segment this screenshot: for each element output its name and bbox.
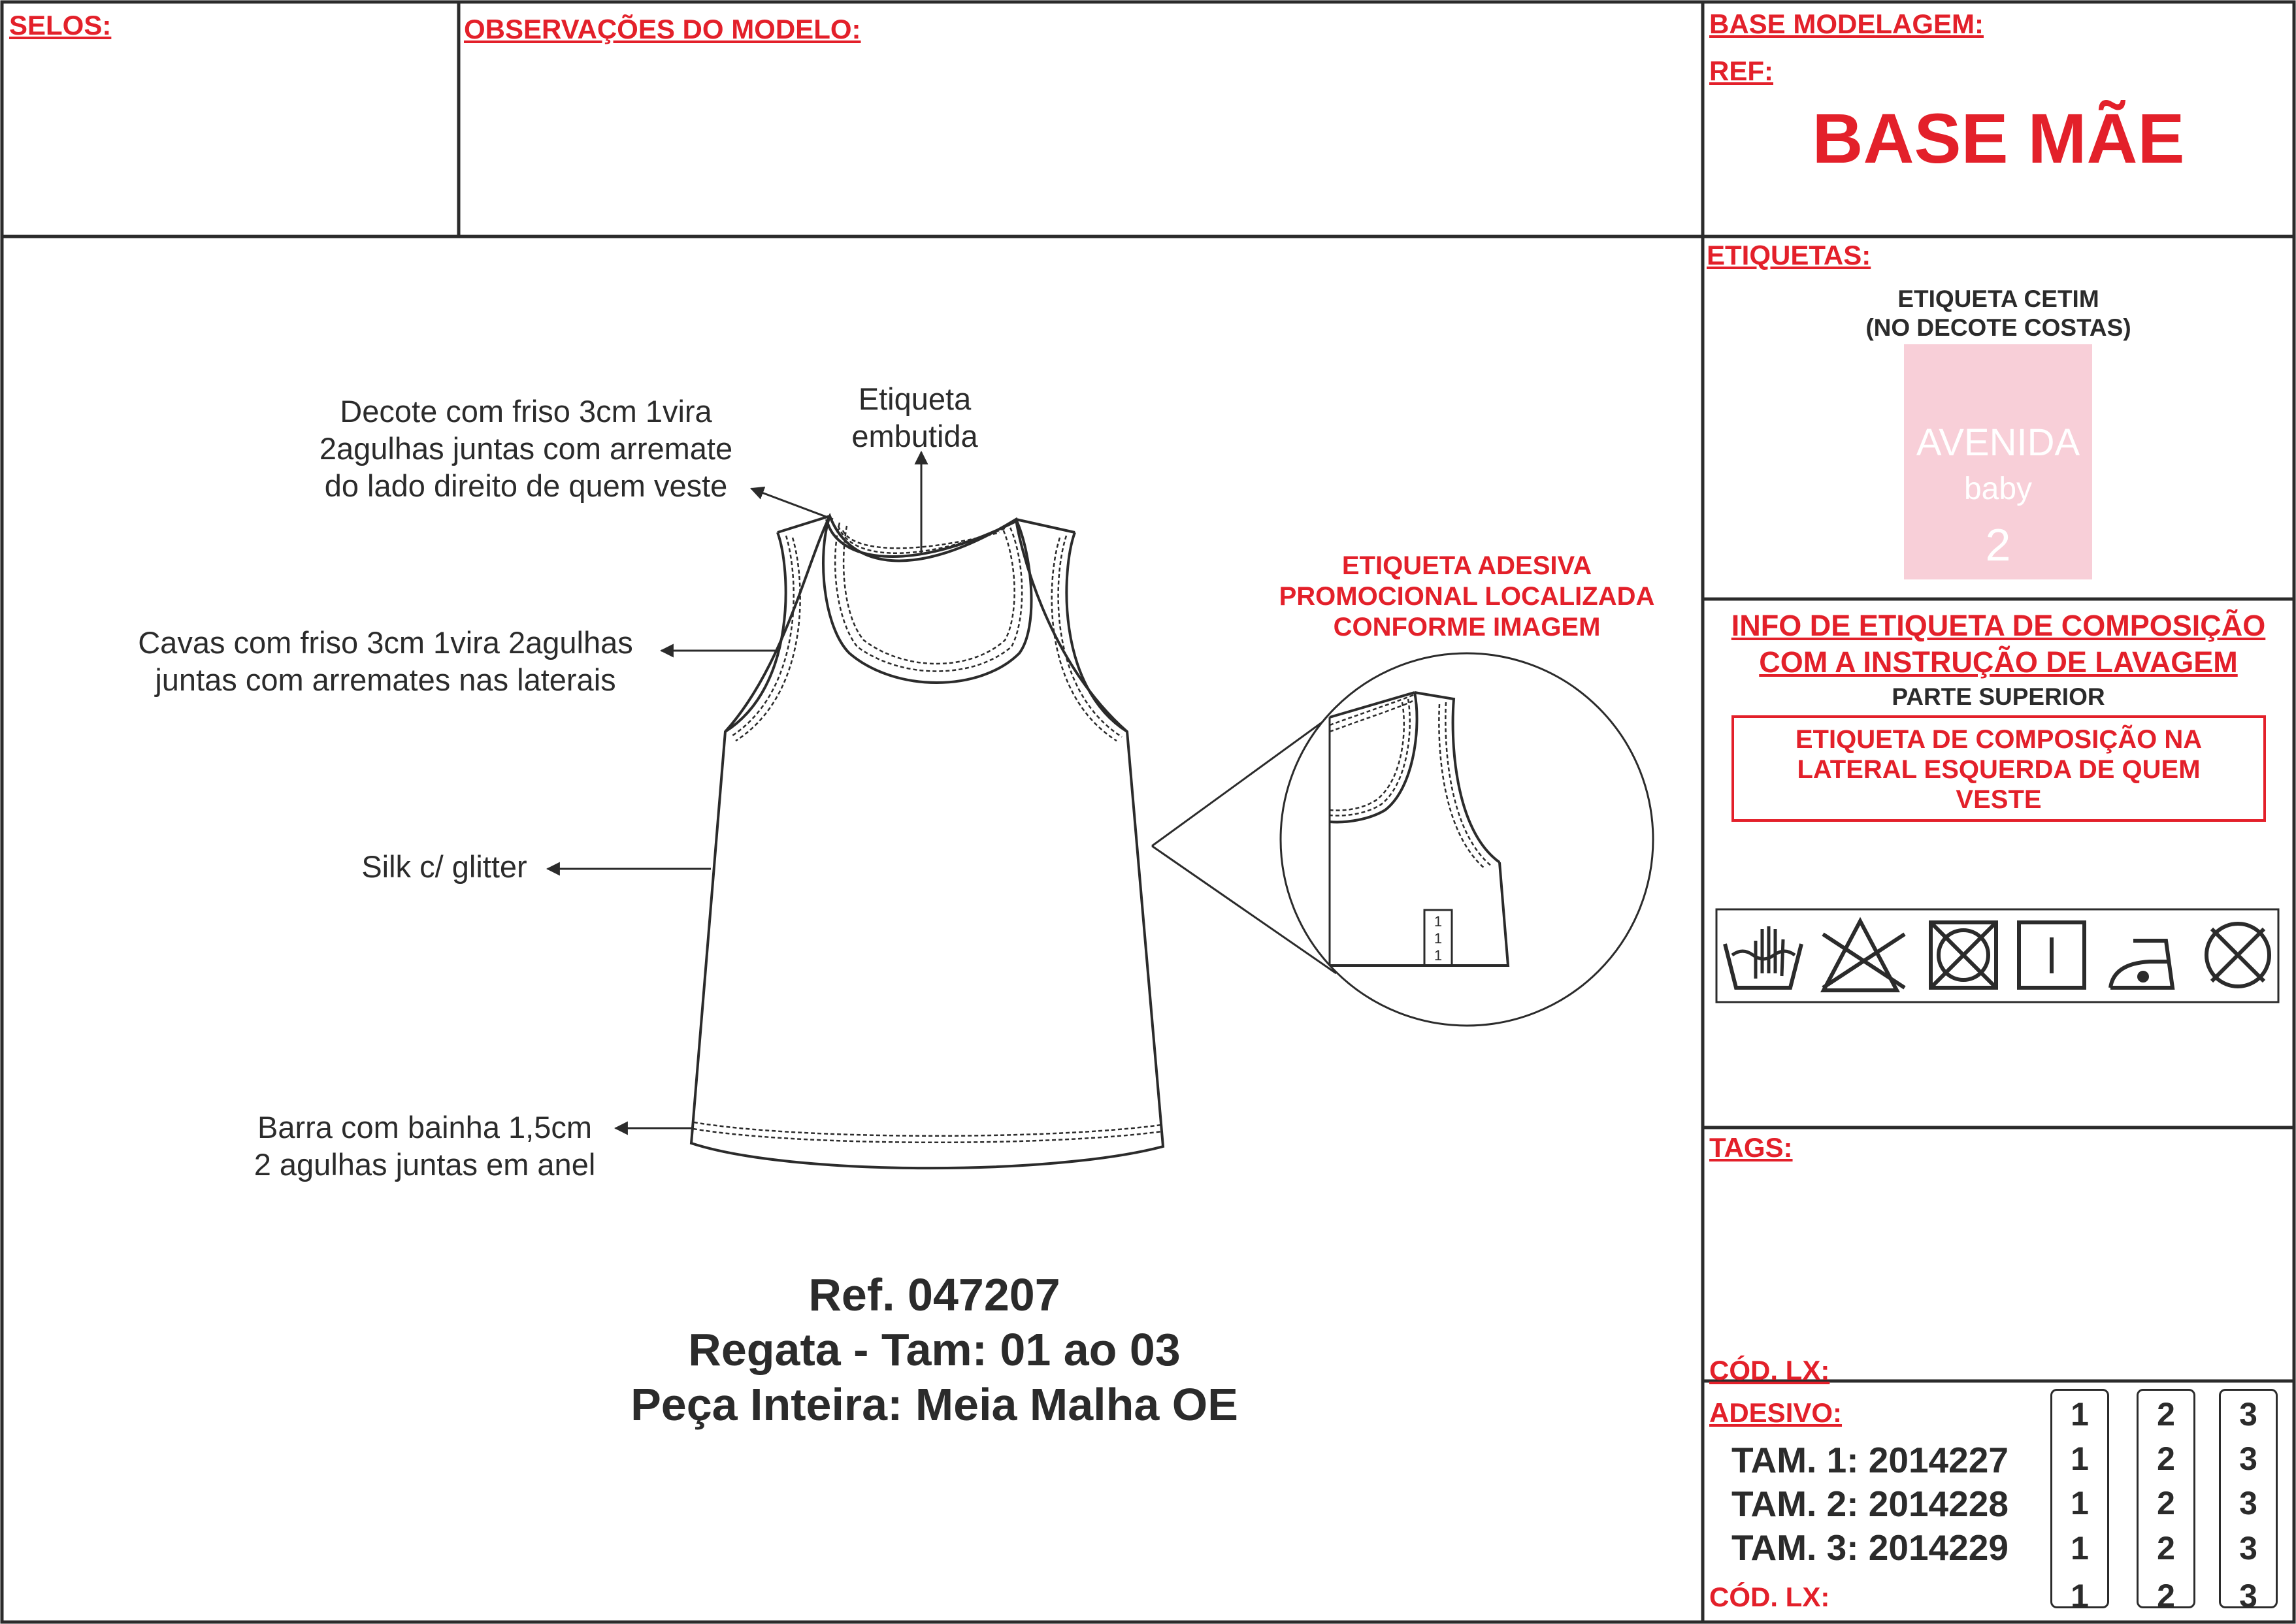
barra-callout [235,1109,614,1183]
tank-top-flat-sketch [691,516,1163,1168]
barra-line-2: 2 agulhas juntas em anel [254,1147,596,1182]
decote-callout [294,393,758,504]
composition-title-line-2: COM A INSTRUÇÃO DE LAVAGEM [1759,645,2238,679]
size-1-code: TAM. 1: 2014227 [1731,1440,2009,1480]
col3-row1: 3 [2239,1396,2257,1433]
etiqueta-line-2: embutida [851,419,978,453]
col1-row5: 1 [2071,1578,2089,1614]
cod-lx-label: CÓD. LX: [1709,1355,1830,1386]
col3-row2: 3 [2239,1440,2257,1477]
zoom-tag-digit-3: 1 [1434,947,1443,964]
composition-title [1703,608,2294,681]
product-info [457,1267,1411,1432]
product-ref: Ref. 047207 [808,1269,1060,1320]
do-not-dry-clean-icon [2206,924,2269,986]
col1-row2: 1 [2071,1440,2089,1477]
tags-label: TAGS: [1709,1132,1793,1163]
product-fabric: Peça Inteira: Meia Malha OE [631,1379,1238,1430]
cavas-line-2: juntas com arremates nas laterais [155,662,616,697]
col1-row3: 1 [2071,1485,2089,1521]
do-not-bleach-icon [1823,921,1905,990]
satin-title-line-2: (NO DECOTE COSTAS) [1865,314,2131,341]
decote-line-2: 2agulhas juntas com arremate [319,431,733,466]
col2-row2: 2 [2157,1440,2175,1477]
col1-row1: 1 [2071,1396,2089,1433]
composition-note-line-1: ETIQUETA DE COMPOSIÇÃO NA [1795,725,2203,754]
product-desc: Regata - Tam: 01 ao 03 [688,1324,1181,1375]
zoom-tag-digit-2: 1 [1434,930,1443,947]
adhesive-line-2: PROMOCIONAL LOCALIZADA [1279,582,1655,611]
etiquetas-label: ETIQUETAS: [1707,240,1871,270]
adhesive-line-3: CONFORME IMAGEM [1333,613,1601,641]
decote-line-3: do lado direito de quem veste [324,468,728,503]
hand-wash-icon [1725,926,1801,988]
brand-satin-label [1904,344,2092,579]
col2-row3: 2 [2157,1485,2175,1521]
adesivo-label: ADESIVO: [1709,1397,1843,1428]
brand-sub: baby [1963,472,2033,506]
base-name: BASE MÃE [1812,99,2185,178]
observacoes-label: OBSERVAÇÕES DO MODELO: [464,14,861,44]
col2-row1: 2 [2157,1396,2175,1433]
composition-boxed-note [1731,715,2266,822]
care-icons [1715,908,2281,1003]
composition-subtitle: PARTE SUPERIOR [1892,683,2105,710]
col3-row4: 3 [2239,1530,2257,1567]
line-dry-icon [2019,922,2084,988]
decote-line-1: Decote com friso 3cm 1vira [340,394,712,429]
composition-note-line-2: LATERAL ESQUERDA DE QUEM [1797,755,2201,784]
size-3-code: TAM. 3: 2014229 [1731,1527,2009,1568]
composition-note-line-3: VESTE [1956,785,2042,814]
etiqueta-callout [817,380,1013,455]
col1-row4: 1 [2071,1530,2089,1567]
silk-callout: Silk c/ glitter [361,849,527,884]
ref-label: REF: [1709,56,1773,86]
col2-row5: 2 [2157,1578,2175,1614]
adhesive-line-1: ETIQUETA ADESIVA [1341,551,1592,580]
col3-row3: 3 [2239,1485,2257,1521]
cod-lx-label-bottom: CÓD. LX: [1709,1582,1830,1612]
base-modelagem-label: BASE MODELAGEM: [1709,8,1984,39]
etiqueta-line-1: Etiqueta [858,382,972,416]
satin-label-title [1703,285,2294,342]
iron-low-icon [2110,941,2173,988]
col3-row5: 3 [2239,1578,2257,1614]
cavas-line-1: Cavas com friso 3cm 1vira 2agulhas [138,625,633,660]
adhesive-note [1232,551,1702,643]
zoom-tag-digit-1: 1 [1434,913,1443,930]
satin-title-line-1: ETIQUETA CETIM [1897,285,2099,312]
col2-row4: 2 [2157,1530,2175,1567]
composition-title-line-1: INFO DE ETIQUETA DE COMPOSIÇÃO [1731,609,2266,642]
zoom-tag-digits [1424,913,1452,964]
size-2-code: TAM. 2: 2014228 [1731,1484,2009,1524]
cavas-callout [111,624,660,698]
selos-label: SELOS: [9,10,112,41]
brand-size: 2 [1985,519,2011,570]
brand-name: AVENIDA [1916,421,2080,464]
barra-line-1: Barra com bainha 1,5cm [257,1110,593,1145]
do-not-tumble-dry-icon [1931,922,1996,988]
